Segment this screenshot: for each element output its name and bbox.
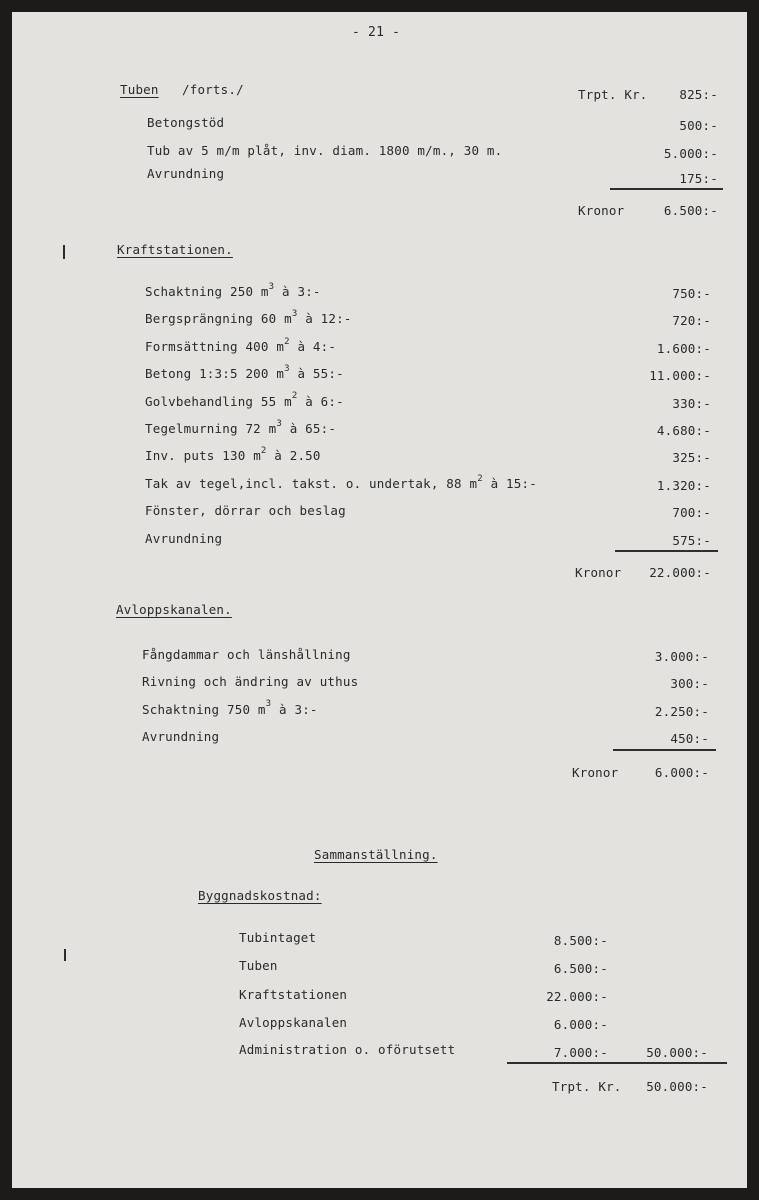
summary-item-value: 6.000:- — [553, 1017, 608, 1032]
margin-mark — [63, 245, 65, 259]
line-item-label: Formsättning 400 $m^2$ à 4:- — [145, 336, 337, 354]
line-item-value: 3.000:- — [654, 649, 709, 664]
summary-item-value: 8.500:- — [553, 933, 608, 948]
summary-item-label: Administration o. oförutsett — [239, 1042, 456, 1057]
total-value: 22.000:- — [649, 565, 711, 580]
carry-over-value: 825:- — [679, 87, 718, 102]
page-number: - 21 - — [352, 25, 401, 40]
carry-over-label: Trpt. Kr. — [578, 87, 648, 102]
line-item-value: 1.600:- — [656, 340, 711, 356]
line-item-value: 2.250:- — [654, 703, 709, 719]
line-item-label: Bergsprängning 60 $m^3$ à 12:- — [145, 309, 352, 327]
total-value: 6.000:- — [654, 765, 709, 780]
line-item-value: 1.320:- — [656, 477, 711, 493]
line-item-label: Fönster, dörrar och beslag — [145, 503, 346, 519]
section-heading-tuben: Tuben — [120, 82, 159, 97]
margin-mark — [64, 949, 66, 961]
line-item-value: 4.680:- — [656, 423, 711, 438]
line-item-label: Rivning och ändring av uthus — [142, 674, 359, 690]
sum-rule — [613, 749, 716, 751]
line-item-label: Avrundning — [142, 728, 220, 744]
summary-item-label: Tubintaget — [239, 930, 317, 945]
document-page — [12, 12, 747, 1188]
sum-rule — [610, 188, 723, 190]
line-item-label: Betong 1:3:5 200 $m^3$ à 55:- — [145, 364, 344, 382]
line-item-label: Tegelmurning 72 $m^3$ à 65:- — [145, 418, 337, 436]
grand-total-value: 50.000:- — [646, 1045, 708, 1060]
sum-rule — [615, 550, 718, 552]
line-item-label: Schaktning 250 $m^3$ à 3:- — [145, 281, 321, 299]
line-item-label: Tak av tegel,incl. takst. o. undertak, 88 $m^2$ à 15:- — [145, 473, 537, 491]
line-item-label: Avrundning — [145, 530, 223, 546]
line-item-label: Tub av 5 m/m plåt, inv. diam. 1800 m/m., 30 m. — [147, 143, 503, 158]
summary-item-value: 22.000:- — [546, 989, 608, 1004]
total-label: Kronor — [578, 203, 625, 218]
total-label: Kronor — [572, 765, 619, 780]
line-item-label: Golvbehandling 55 $m^2$ à 6:- — [145, 391, 344, 409]
line-item-value: 575:- — [672, 532, 711, 548]
carry-forward-value: 50.000:- — [646, 1079, 708, 1094]
total-label: Kronor — [575, 565, 622, 580]
summary-heading: Sammanställning. — [314, 847, 438, 862]
section-heading-kraftstationen: Kraftstationen. — [117, 242, 233, 257]
line-item-label: Fångdammar och länshållning — [142, 647, 351, 662]
section-heading-avloppskanalen: Avloppskanalen. — [116, 602, 232, 617]
sum-rule — [507, 1062, 727, 1064]
line-item-value: 750:- — [672, 286, 711, 301]
summary-subheading: Byggnadskostnad: — [198, 888, 322, 903]
summary-item-label: Tuben — [239, 958, 278, 973]
line-item-value: 11.000:- — [649, 368, 711, 384]
line-item-value: 700:- — [672, 505, 711, 521]
line-item-label: Inv. puts 130 $m^2$ à 2.50 — [145, 446, 321, 464]
line-item-value: 5.000:- — [663, 146, 718, 161]
line-item-label: Avrundning — [147, 166, 225, 181]
line-item-value: 300:- — [670, 676, 709, 692]
summary-item-value: 6.500:- — [553, 961, 608, 976]
line-item-value: 325:- — [672, 450, 711, 466]
line-item-label: Betongstöd — [147, 115, 225, 130]
line-item-value: 330:- — [672, 395, 711, 411]
line-item-value: 720:- — [672, 313, 711, 329]
total-value: 6.500:- — [663, 203, 718, 218]
section-heading-suffix: /forts./ — [182, 82, 244, 97]
summary-item-label: Kraftstationen — [239, 987, 348, 1002]
carry-forward-label: Trpt. Kr. — [552, 1079, 622, 1094]
summary-item-value: 7.000:- — [553, 1045, 608, 1060]
line-item-label: Schaktning 750 $m^3$ à 3:- — [142, 699, 318, 717]
summary-item-label: Avloppskanalen — [239, 1015, 348, 1030]
line-item-value: 500:- — [679, 118, 718, 133]
line-item-value: 450:- — [670, 730, 709, 746]
line-item-value: 175:- — [679, 171, 718, 186]
